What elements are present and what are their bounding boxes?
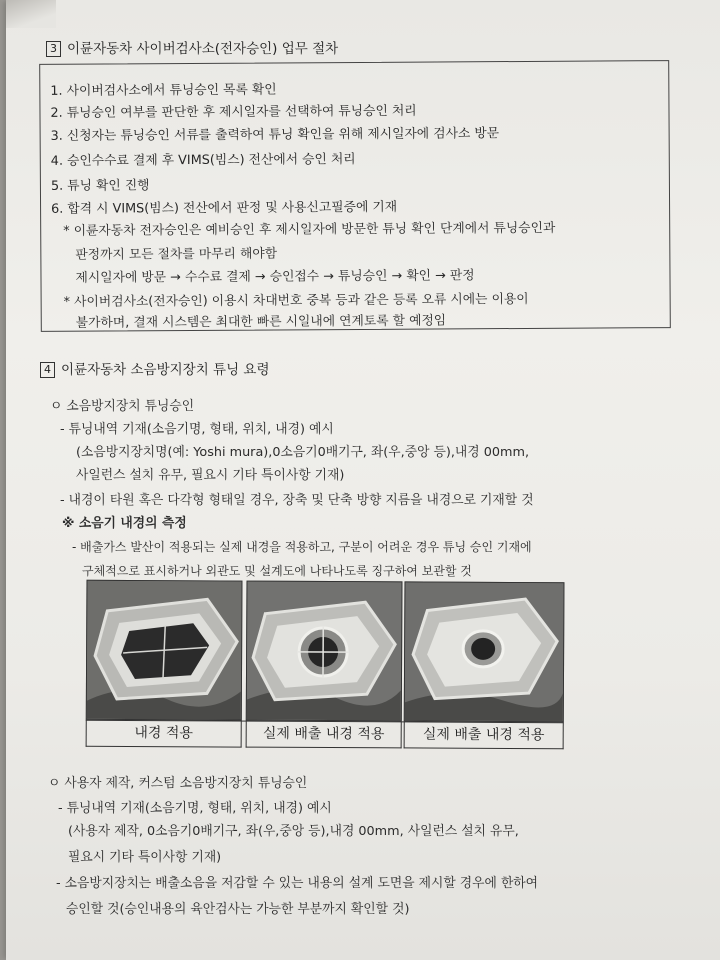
body-line: 필요시 기타 특이사항 기재)	[68, 850, 222, 865]
procedure-box	[39, 60, 671, 332]
muffler-photo-actual-exhaust-1	[246, 581, 403, 722]
procedure-note: 판정까지 모든 절차를 마무리 해야함	[75, 246, 278, 263]
section-4-heading	[40, 358, 270, 378]
body-line: - 튜닝내역 기재(소음기명, 형태, 위치, 내경) 예시	[60, 422, 334, 437]
subsection-heading: ㅇ 소음방지장치 튜닝승인	[50, 399, 195, 414]
procedure-step: 3. 신청자는 튜닝승인 서류를 출력하여 튜닝 확인을 위해 제시일자에 검사소 방문	[50, 126, 500, 144]
body-line: - 튜닝내역 기재(소음기명, 형태, 위치, 내경) 예시	[58, 801, 332, 816]
procedure-note: 제시일자에 방문 → 수수료 결제 → 승인접수 → 튜닝승인 → 확인 → 판정	[75, 268, 475, 286]
muffler-photo-inner-diameter	[86, 580, 243, 721]
photo-caption: 실제 배출 내경 적용	[404, 721, 564, 749]
section-4-title: 이륜자동차 소음방지장치 튜닝 요령	[61, 362, 270, 378]
section-3-title: 이륜자동차 사이버검사소(전자승인) 업무 절차	[67, 41, 339, 57]
procedure-step: 4. 승인수수료 결제 후 VIMS(빔스) 전산에서 승인 처리	[50, 151, 356, 169]
body-line: - 내경이 타원 혹은 다각형 형태일 경우, 장축 및 단축 방향 지름을 내경으로 기재할 것	[60, 493, 534, 508]
procedure-note: * 이륜자동차 전자승인은 예비승인 후 제시일자에 방문한 튜닝 확인 단계에서 튜닝승인과	[63, 220, 556, 239]
photo-caption: 실제 배출 내경 적용	[246, 721, 402, 749]
body-line: (사용자 제작, 0소음기0배기구, 좌(우,중앙 등),내경 00mm, 사일런스 설치 유무,	[68, 824, 519, 839]
page-corner-fold	[6, 0, 56, 28]
procedure-note: * 사이버검사소(전자승인) 이용시 차대번호 중복 등과 같은 등록 오류 시에는 이용이	[63, 291, 529, 310]
photo-caption: 내경 적용	[86, 720, 242, 748]
procedure-step: 1. 사이버검사소에서 튜닝승인 목록 확인	[50, 82, 277, 99]
section-3-number: 3	[46, 41, 61, 57]
muffler-photo-actual-exhaust-2	[404, 581, 565, 722]
body-line: 사일런스 설치 유무, 필요시 기타 특이사항 기재)	[76, 468, 345, 483]
subsection-heading: ㅇ 사용자 제작, 커스텀 소음방지장치 튜닝승인	[48, 776, 308, 791]
procedure-step: 6. 합격 시 VIMS(빔스) 전산에서 판정 및 사용신고필증에 기재	[51, 199, 398, 217]
procedure-step: 5. 튜닝 확인 진행	[50, 178, 150, 194]
body-line: 승인할 것(승인내용의 육안검사는 가능한 부분까지 확인할 것)	[66, 902, 410, 917]
body-line: (소음방지장치명(예: Yoshi mura),0소음기0배기구, 좌(우,중앙 등),내경 00mm,	[76, 445, 530, 460]
muffler-photo-strip	[86, 580, 565, 770]
body-line: 구체적으로 표시하거나 외관도 및 설계도에 나타나도록 징구하여 보관할 것	[82, 564, 472, 578]
body-line: - 배출가스 발산이 적용되는 실제 내경을 적용하고, 구분이 어려운 경우 튜닝 승인 기재에	[72, 540, 532, 554]
procedure-note: 불가하며, 결재 시스템은 최대한 빠른 시일내에 연계토록 할 예정임	[75, 313, 447, 331]
body-line: - 소음방지장치는 배출소음을 저감할 수 있는 내용의 설계 도면을 제시할 경우에 한하여	[56, 876, 539, 891]
section-4-number: 4	[40, 362, 55, 378]
section-3-heading	[46, 37, 338, 57]
procedure-step: 2. 튜닝승인 여부를 판단한 후 제시일자를 선택하여 튜닝승인 처리	[50, 103, 417, 121]
measurement-heading: ※ 소음기 내경의 측정	[62, 516, 187, 531]
